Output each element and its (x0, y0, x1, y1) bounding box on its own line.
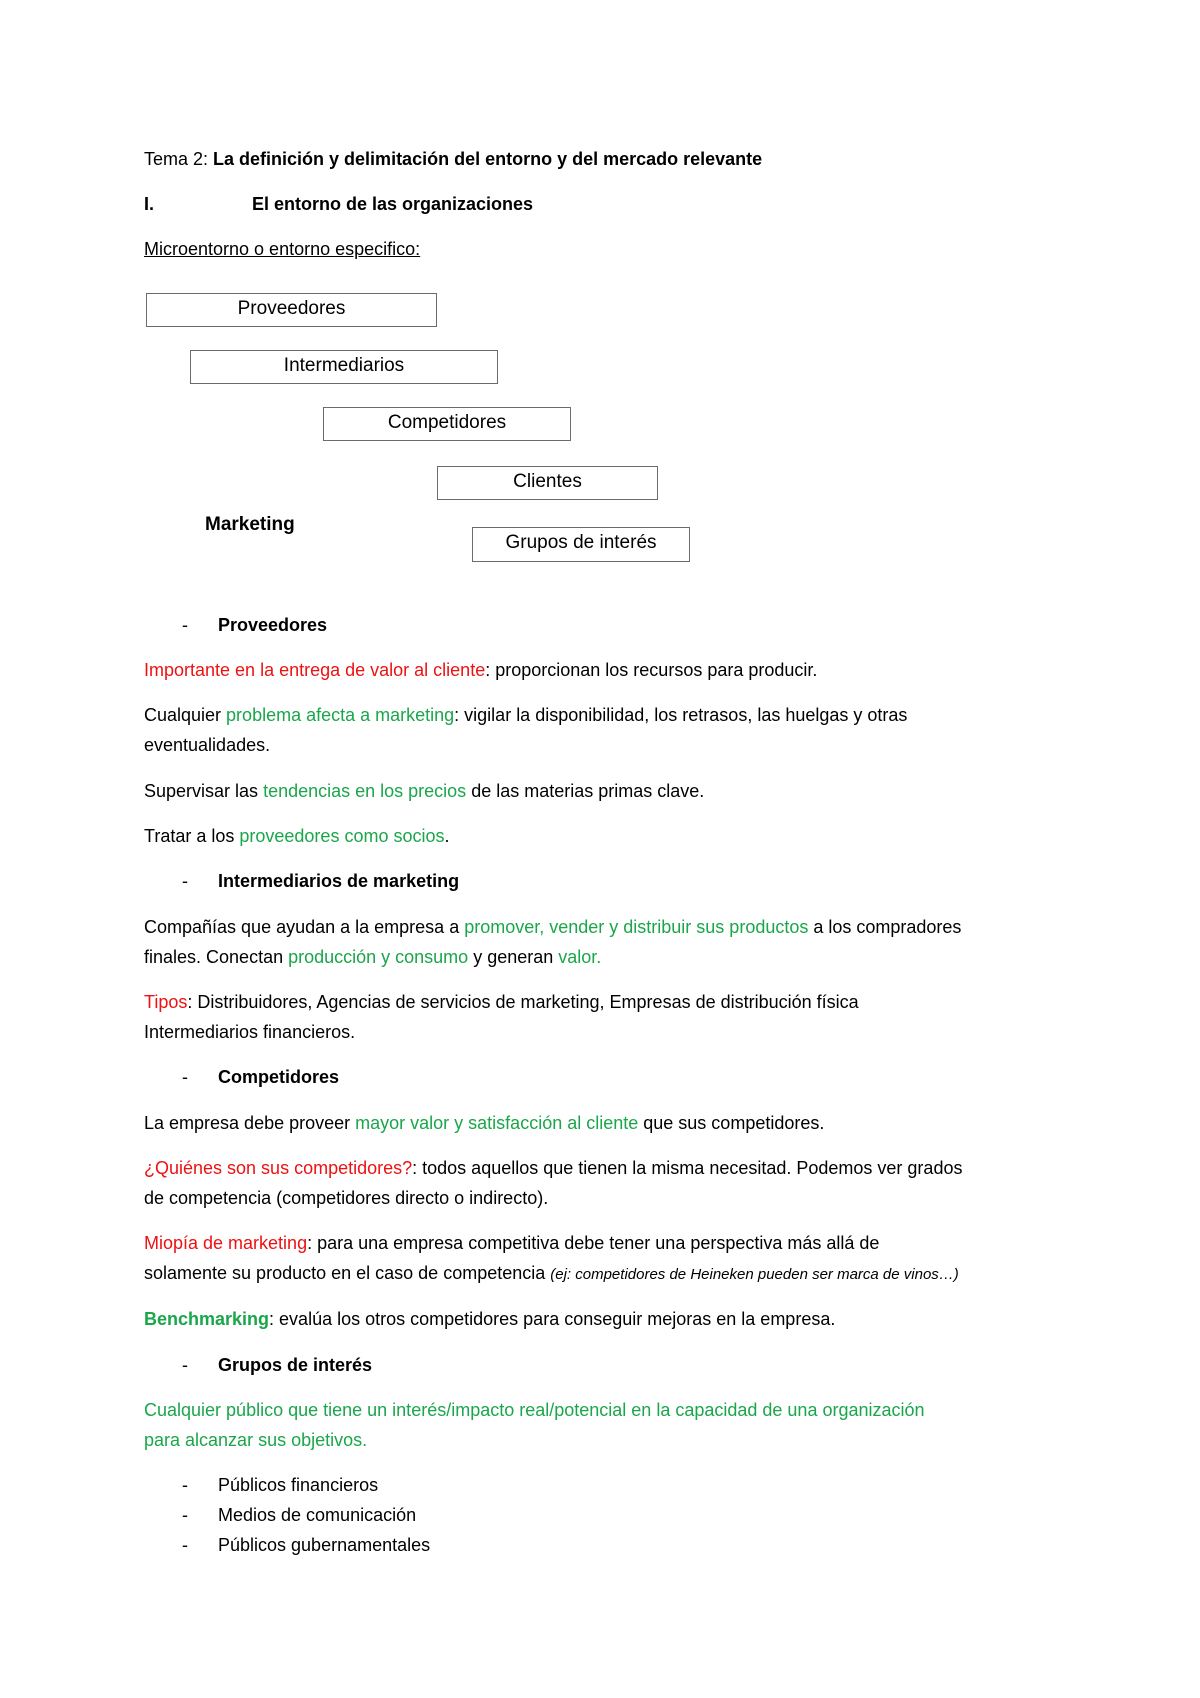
bullet-dash: - (182, 871, 188, 891)
text: : proporcionan los recursos para producir. (485, 660, 818, 680)
heading-intermediarios: Intermediarios de marketing (218, 871, 460, 891)
highlight-green: promover, vender y distribuir sus productos (464, 917, 809, 937)
highlight-red: Miopía de marketing (144, 1233, 308, 1253)
text: a los compradores (808, 917, 962, 937)
section-numeral: I. (144, 194, 155, 214)
list-item: Públicos gubernamentales (218, 1535, 431, 1555)
text: La empresa debe proveer (144, 1113, 356, 1133)
highlight-green: tendencias en los precios (263, 781, 467, 801)
page-title (144, 144, 762, 174)
text: que sus competidores. (638, 1113, 825, 1133)
diagram-box-competidores: Competidores (323, 407, 571, 441)
text: Supervisar las (144, 781, 264, 801)
text: Compañías que ayudan a la empresa a (144, 917, 465, 937)
text: : todos aquellos que tienen la misma necesitad. Podemos ver grados (412, 1158, 963, 1178)
text: . (444, 826, 450, 846)
paragraph-competidores-3-line2 (144, 1258, 959, 1290)
diagram-box-grupos-de-interes: Grupos de interés (472, 527, 690, 562)
highlight-red: ¿Quiénes son sus competidores? (144, 1158, 413, 1178)
paragraph-proveedores-2-line2: eventualidades. (144, 735, 271, 755)
highlight-green: proveedores como socios (239, 826, 445, 846)
list-item: Medios de comunicación (218, 1505, 417, 1525)
paragraph-proveedores-1 (144, 655, 817, 685)
paragraph-intermediarios-1-line1 (144, 912, 961, 942)
diagram-box-clientes: Clientes (437, 466, 658, 500)
paragraph-intermediarios-2-line2: Intermediarios financieros. (144, 1022, 356, 1042)
bullet-dash: - (182, 615, 188, 635)
heading-proveedores: Proveedores (218, 615, 328, 635)
text: de las materias primas clave. (466, 781, 705, 801)
bullet-dash: - (182, 1355, 188, 1375)
diagram-box-intermediarios: Intermediarios (190, 350, 498, 384)
text: Tratar a los (144, 826, 240, 846)
paragraph-grupos-line1: Cualquier público que tiene un interés/impacto real/potencial en la capacidad de una organización (144, 1400, 925, 1420)
highlight-green: valor. (558, 947, 602, 967)
subheading-microentorno: Microentorno o entorno especifico: (144, 239, 421, 259)
paragraph-competidores-4 (144, 1304, 835, 1334)
text: Cualquier (144, 705, 227, 725)
highlight-green: problema afecta a marketing (226, 705, 455, 725)
highlight-green: Benchmarking (144, 1309, 270, 1329)
title-text: La definición y delimitación del entorno y del mercado relevante (213, 149, 763, 169)
paragraph-intermediarios-1-line2 (144, 942, 601, 972)
paragraph-grupos-line2: para alcanzar sus objetivos. (144, 1430, 368, 1450)
paragraph-proveedores-3 (144, 776, 704, 806)
text: solamente su producto en el caso de competencia (144, 1263, 551, 1283)
diagram-box-proveedores: Proveedores (146, 293, 437, 327)
highlight-green: producción y consumo (288, 947, 469, 967)
paragraph-proveedores-4 (144, 821, 450, 851)
diagram-center-label: Marketing (205, 514, 295, 535)
text: : Distribuidores, Agencias de servicios de marketing, Empresas de distribución física (187, 992, 859, 1012)
highlight-red: Importante en la entrega de valor al cliente (144, 660, 486, 680)
bullet-dash: - (182, 1475, 188, 1495)
bullet-dash: - (182, 1535, 188, 1555)
title-prefix: Tema 2: (144, 149, 214, 169)
paragraph-proveedores-2-line1 (144, 700, 907, 730)
paragraph-intermediarios-2-line1 (144, 987, 859, 1017)
paragraph-competidores-3-line1 (144, 1228, 879, 1258)
text: finales. Conectan (144, 947, 289, 967)
paragraph-competidores-2-line1 (144, 1153, 962, 1183)
text: : vigilar la disponibilidad, los retrasos, las huelgas y otras (454, 705, 908, 725)
italic-example: (ej: competidores de Heineken pueden ser marca de vinos…) (550, 1266, 959, 1283)
list-item: Públicos financieros (218, 1475, 379, 1495)
paragraph-competidores-1 (144, 1108, 824, 1138)
text: y generan (468, 947, 559, 967)
text: : para una empresa competitiva debe tener una perspectiva más allá de (307, 1233, 880, 1253)
bullet-dash: - (182, 1505, 188, 1525)
highlight-green: mayor valor y satisfacción al cliente (355, 1113, 639, 1133)
paragraph-competidores-2-line2: de competencia (competidores directo o indirecto). (144, 1188, 549, 1208)
highlight-red: Tipos (144, 992, 188, 1012)
heading-grupos-de-interes: Grupos de interés (218, 1355, 373, 1375)
section-heading: El entorno de las organizaciones (252, 194, 534, 214)
text: : evalúa los otros competidores para conseguir mejoras en la empresa. (269, 1309, 836, 1329)
bullet-dash: - (182, 1067, 188, 1087)
heading-competidores: Competidores (218, 1067, 340, 1087)
